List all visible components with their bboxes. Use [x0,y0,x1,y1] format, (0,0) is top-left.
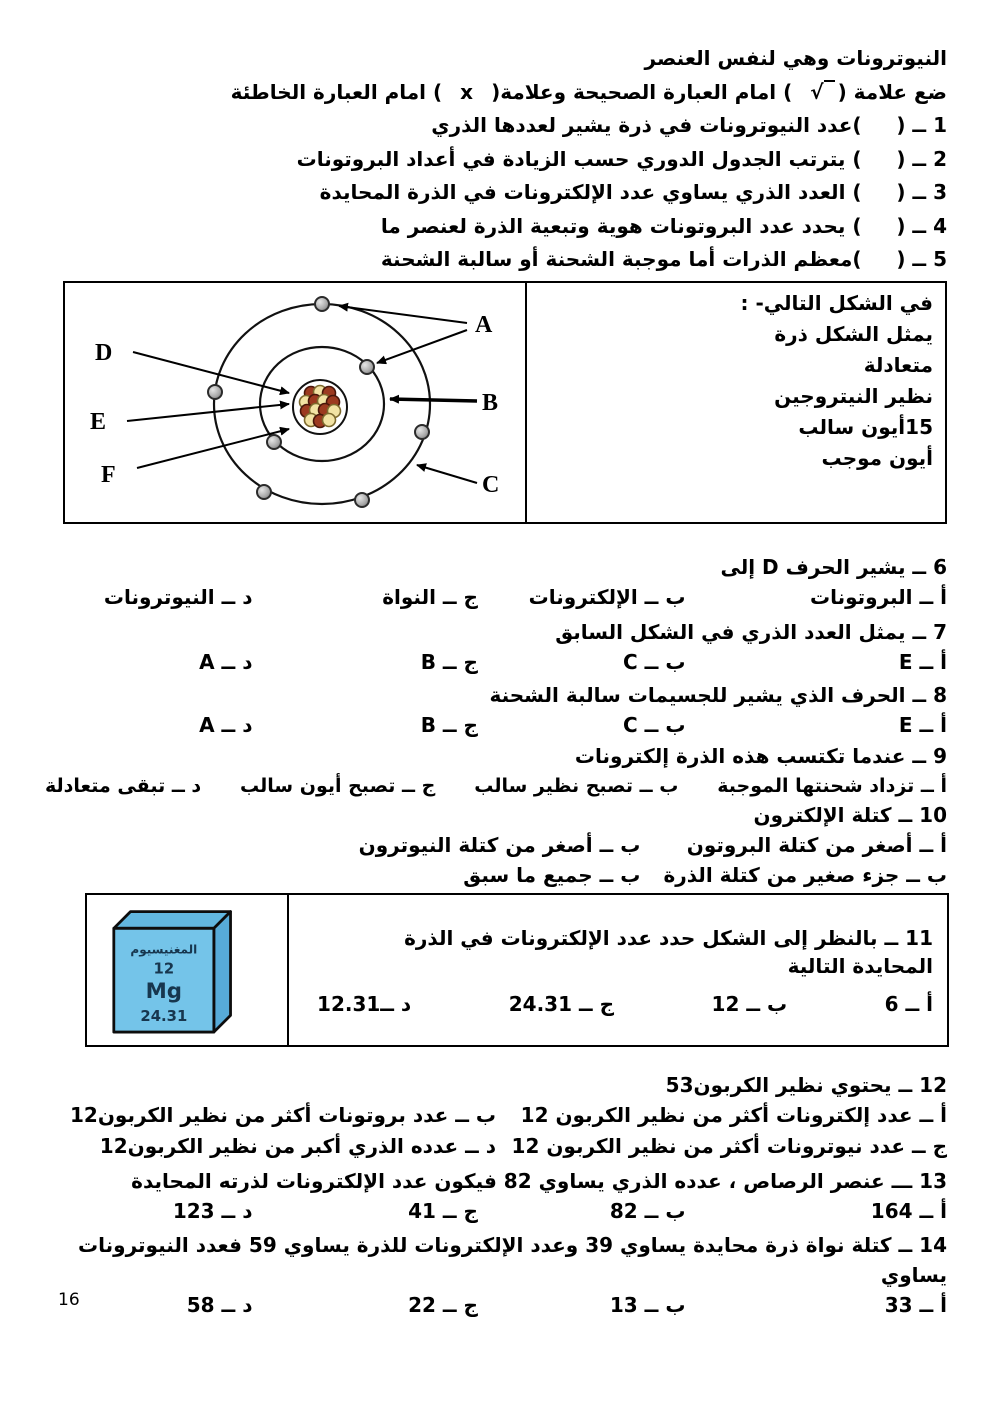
option-c: ج ــ B [420,650,478,674]
true-false-item-4: 4 ــ ( ) يحدد عدد البروتونات هوية وتبعية الذرة لعنصر ما [380,213,947,238]
question-10-options-row1 [45,830,947,860]
figure-box [63,281,947,524]
nucleus-particles [300,386,341,428]
electron [208,385,222,399]
question-9 [45,741,947,802]
option-c: ج ــ B [420,713,478,737]
arrow-a2 [377,330,467,363]
question-11-options [317,992,933,1016]
option-d: ب ــ جميع ما سبق [463,863,641,887]
option-b: ب ــ عدد بروتونات أكثر من نظير الكربون12 [69,1103,496,1127]
true-false-item-3: 3 ــ ( ) العدد الذري يساوي عدد الإلكترونات في الذرة المحايدة [319,180,947,204]
option-d: د ــ12.31 [317,992,412,1016]
question-14-options [45,1290,947,1321]
option-a: أ ــ أصغر من كتلة البروتون [686,833,947,857]
label-e: E [90,409,107,435]
option-d: د ــ 123 [172,1199,253,1223]
option-c: ج ــ 41 [408,1199,478,1223]
element-card-svg [99,900,275,1040]
option-a: أ ــ 33 [884,1293,947,1317]
instruction-prefix: ضع علامة ( [837,79,947,104]
carryover-text: النيوترونات وهي لنفس العنصر [644,46,947,70]
header-block [45,42,947,277]
question-11-box [85,893,949,1047]
question-13-options [45,1196,947,1227]
caption-line: أيون موجب [821,446,933,470]
option-c: ج ــ 24.31 [508,992,615,1016]
question-10 [45,800,947,890]
electron [315,297,329,311]
option-c: ج ــ 22 [408,1293,478,1317]
question-11 [287,895,947,1045]
option-b: ب ــ C [623,650,686,674]
electron [355,493,369,507]
element-card [87,895,287,1045]
option-c: ج ــ تصبح أيون سالب [240,775,436,797]
option-d: د ــ 58 [186,1293,253,1317]
option-b: ب ــ أصغر من كتلة النيوترون [358,833,641,857]
label-f: F [101,462,116,488]
question-13-title: 13 ـــ عنصر الرصاص ، عدده الذري يساوي 82 فيكون عدد الإلكترونات لذرته المحايدة [131,1169,947,1193]
electron [267,435,281,449]
question-14 [45,1230,947,1321]
option-b: ب ــ 13 [609,1293,686,1317]
option-c: ب ــ جزء صغير من كتلة الذرة [663,863,947,887]
question-9-options [45,771,947,802]
check-mark-symbol: √ [810,76,823,110]
question-7-title: 7 ــ يمثل العدد الذري في الشكل السابق [555,620,947,644]
card-top-face [114,912,231,929]
true-false-item-1: 1 ــ ( )عدد النيوترونات في ذرة يشير لعددها الذري [431,113,947,137]
question-10-title: 10 ــ كتلة الإلكترون [753,803,947,827]
option-c: ج ــ عدد نيوترونات أكثر من نظير الكربون 12 [511,1134,947,1158]
question-12-title: 12 ــ يحتوي نظير الكربون53 [665,1073,947,1097]
option-a: أ ــ 164 [870,1199,947,1223]
option-a: أ ــ 6 [884,992,933,1016]
arrow-a1 [339,306,467,323]
question-6-title: 6 ــ يشير الحرف D إلى [720,555,947,579]
atom-diagram [65,283,525,522]
label-c: C [482,472,500,498]
instruction-line [45,76,947,110]
option-a: أ ــ E [898,650,947,674]
instruction-suffix: ) امام العبارة الخاطئة [230,79,443,104]
arrow-b [390,399,477,401]
element-symbol: Mg [145,978,183,1004]
option-b: ب ــ 82 [609,1199,686,1223]
option-d: د ــ عدده الذري أكبر من نظير الكربون12 [99,1134,496,1158]
label-b: B [482,390,499,416]
element-atomic-mass: 24.31 [140,1007,188,1025]
question-10-options-row2 [45,860,947,890]
option-d: د ــ تبقى متعادلة [45,775,202,797]
option-d: د ــ النيوترونات [103,585,253,609]
option-c: ج ــ النواة [382,585,478,609]
page-number: 16 [58,1290,80,1310]
option-b: ب ــ الإلكترونات [528,585,686,609]
arrow-c [417,465,477,483]
question-12-options-row1 [45,1100,947,1131]
question-9-title: 9 ــ عندما تكتسب هذه الذرة إلكترونات [574,744,947,768]
element-name: المغنيسيوم [130,942,198,957]
question-13 [45,1166,947,1227]
caption-line: نظير النيتروجين [774,384,933,408]
true-false-item-5: 5 ــ ( )معظم الذرات أما موجبة الشحنة أو سالبة الشحنة [380,247,947,271]
true-false-item-2: 2 ــ ( ) يترتب الجدول الدوري حسب الزيادة في أعداد البروتونات [296,146,947,171]
element-atomic-number: 12 [153,960,175,978]
figure-caption [525,283,945,522]
option-a: أ ــ البروتونات [809,585,947,609]
option-a: أ ــ تزداد شحنتها الموجبة [717,775,947,797]
caption-line: في الشكل التالي- : [740,291,933,315]
electron [360,360,374,374]
option-b: ب ــ تصبح نظير سالب [474,775,679,797]
caption-line: يمثل الشكل ذرة [774,322,933,346]
caption-line: متعادلة [863,353,933,377]
label-a: A [475,312,493,338]
option-d: د ــ A [199,713,253,737]
option-a: أ ــ عدد إلكترونات أكثر من نظير الكربون 12 [520,1103,947,1127]
question-8-options [45,710,947,741]
option-b: ب ــ C [623,713,686,737]
question-8 [45,680,947,741]
question-7-options [45,647,947,678]
arrow-e [127,404,289,421]
question-6-options [45,582,947,613]
question-8-title: 8 ــ الحرف الذي يشير للجسيمات سالبة الشحنة [489,683,947,707]
question-14-title: 14 ــ كتلة نواة ذرة محايدة يساوي 39 وعدد الإلكترونات للذرة يساوي 59 فعدد النيوترونات يساوي [78,1233,947,1287]
arrow-f [137,429,289,468]
atom-diagram-svg [65,283,525,518]
x-mark-symbol: x [460,79,474,104]
option-b: ب ــ 12 [711,992,788,1016]
question-6 [45,552,947,613]
question-11-title: 11 ــ بالنظر إلى الشكل حدد عدد الإلكترونات في الذرة المحايدة التالية [404,926,933,978]
electron [257,485,271,499]
card-side-face [214,912,231,1032]
question-12-options-row2 [45,1131,947,1162]
label-d: D [95,340,113,366]
option-a: أ ــ E [898,713,947,737]
instruction-mid: ) امام العبارة الصحيحة وعلامة( [491,79,793,104]
question-7 [45,617,947,678]
electron [415,425,429,439]
neutron [323,414,336,427]
option-d: د ــ A [199,650,253,674]
caption-line: 15أيون سالب [798,415,933,439]
question-12 [45,1070,947,1162]
